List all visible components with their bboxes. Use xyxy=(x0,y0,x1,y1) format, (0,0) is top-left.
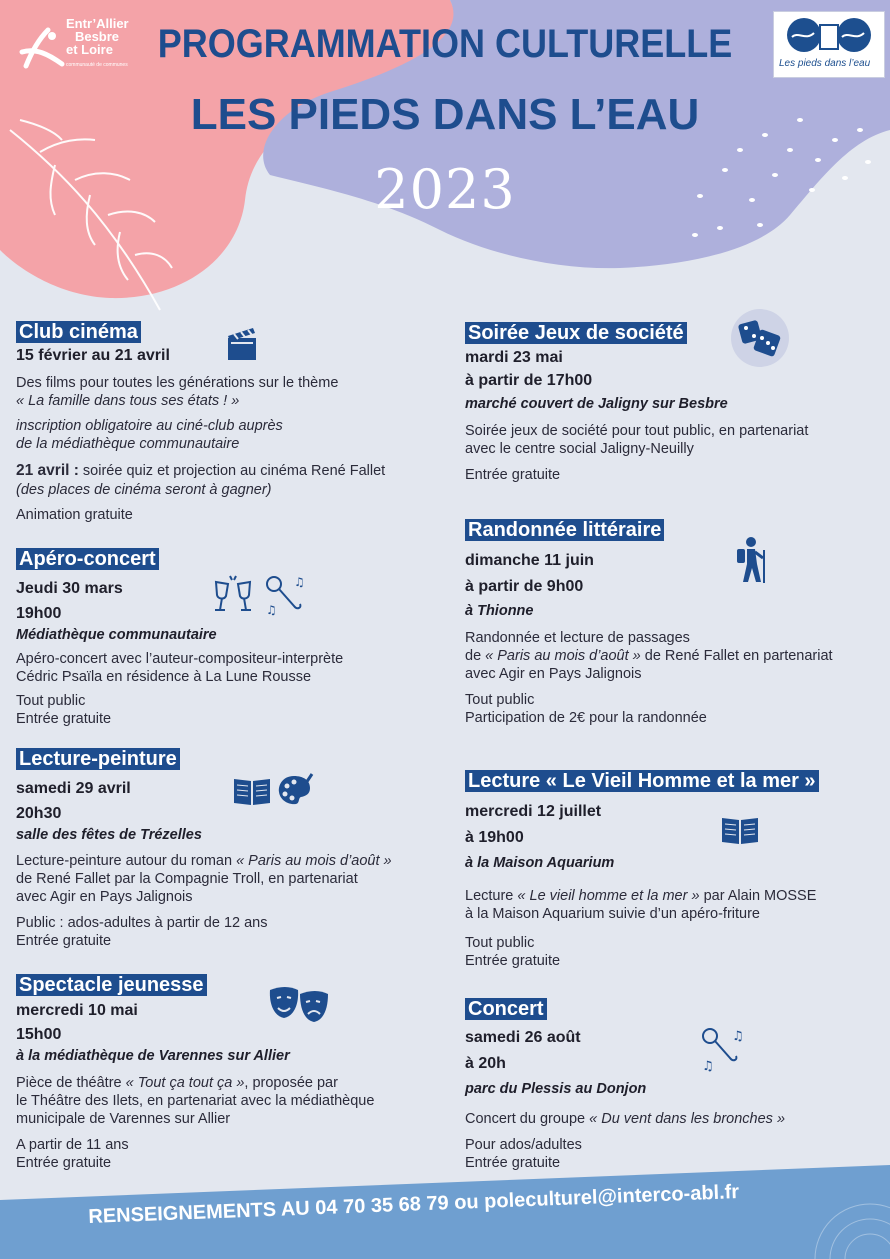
club-cinema-date: 15 février au 21 avril xyxy=(16,347,170,364)
jeux-date: mardi 23 mai xyxy=(465,349,563,366)
club-cinema-desc1: Des films pour toutes les générations sur le thème xyxy=(16,375,339,391)
rando-public: Tout public xyxy=(465,692,535,708)
rando-heading: Randonnée littéraire xyxy=(465,519,664,541)
apero-section xyxy=(16,548,159,570)
concert-place: parc du Plessis au Donjon xyxy=(465,1081,647,1097)
rando-section xyxy=(465,519,664,541)
title-year: 2023 xyxy=(374,158,516,221)
vieil-homme-place: à la Maison Aquarium xyxy=(465,855,615,871)
vh-desc1a: Lecture xyxy=(465,888,518,904)
spectacle-desc3: municipale de Varennes sur Allier xyxy=(16,1111,231,1127)
logo-tagline: communauté de communes xyxy=(66,62,128,68)
spectacle-place: à la médiathèque de Varennes sur Allier xyxy=(16,1048,290,1064)
club-cinema-price: Animation gratuite xyxy=(16,507,133,523)
jeux-section xyxy=(465,322,687,344)
club-cinema-section xyxy=(16,321,141,343)
vh-desc1b: « Le vieil homme et la mer » xyxy=(517,888,700,904)
apero-place: Médiathèque communautaire xyxy=(16,627,217,643)
toast-glasses-icon xyxy=(212,574,254,614)
logo-line3: et Loire xyxy=(66,42,113,57)
book-icon xyxy=(720,814,760,846)
title-pieds-dans-leau: LES PIEDS DANS L’EAU xyxy=(190,90,700,139)
sp-desc1c: , proposée par xyxy=(244,1075,338,1091)
concert-time: à 20h xyxy=(465,1055,506,1072)
rando-date: dimanche 11 juin xyxy=(465,552,594,569)
spectacle-desc2: le Théâtre des Ilets, en partenariat avec la médiathèque xyxy=(16,1093,375,1109)
rando-desc2 xyxy=(465,647,833,665)
jeux-desc2: avec le centre social Jaligny-Neuilly xyxy=(465,441,694,457)
title-programmation: PROGRAMMATION CULTURELLE xyxy=(157,22,733,66)
lecture-peinture-desc2: de René Fallet par la Compagnie Troll, en partenariat xyxy=(16,871,358,887)
lp-desc1b: « Paris au mois d’août » xyxy=(236,853,392,869)
apero-time: 19h00 xyxy=(16,605,62,622)
spectacle-desc1 xyxy=(16,1074,338,1092)
rd-desc2b: « Paris au mois d’août » xyxy=(485,648,641,664)
rando-desc3: avec Agir en Pays Jalignois xyxy=(465,666,642,682)
club-cinema-quiz-note: (des places de cinéma seront à gagner) xyxy=(16,482,272,498)
lp-desc1a: Lecture-peinture autour du roman xyxy=(16,853,237,869)
hiker-icon xyxy=(733,536,769,584)
svg-text:♫: ♫ xyxy=(266,603,277,616)
apero-desc1: Apéro-concert avec l’auteur-compositeur-interprète xyxy=(16,651,344,667)
apero-date: Jeudi 30 mars xyxy=(16,580,123,597)
logo-line1: Entr’Allier xyxy=(66,16,129,31)
vieil-homme-date: mercredi 12 juillet xyxy=(465,803,602,820)
lecture-peinture-heading: Lecture-peinture xyxy=(16,748,180,770)
vieil-homme-time: à 19h00 xyxy=(465,829,524,846)
club-cinema-theme: « La famille dans tous ses états ! » xyxy=(16,393,240,409)
lecture-peinture-time: 20h30 xyxy=(16,805,62,822)
lecture-peinture-public: Public : ados-adultes à partir de 12 ans xyxy=(16,915,268,931)
jeux-price: Entrée gratuite xyxy=(465,467,561,483)
vh-desc1c: par Alain MOSSE xyxy=(699,888,817,904)
concert-public: Pour ados/adultes xyxy=(465,1137,582,1153)
spectacle-heading: Spectacle jeunesse xyxy=(16,974,207,996)
microphone-icon xyxy=(264,574,310,616)
svg-text:♫: ♫ xyxy=(732,1029,744,1044)
vieil-homme-desc2: à la Maison Aquarium suivie d’un apéro-friture xyxy=(465,906,760,922)
palette-icon xyxy=(276,772,314,808)
svg-text:♫: ♫ xyxy=(702,1059,714,1072)
club-cinema-quiz xyxy=(16,462,385,480)
dice-icon xyxy=(730,308,790,368)
apero-price: Entrée gratuite xyxy=(16,711,112,727)
rd-desc2a: de xyxy=(465,648,486,664)
club-cinema-inscription2: de la médiathèque communautaire xyxy=(16,436,240,452)
apero-heading: Apéro-concert xyxy=(16,548,159,570)
apero-desc2: Cédric Psaïla en résidence à La Lune Rousse xyxy=(16,669,312,685)
lecture-peinture-section xyxy=(16,748,180,770)
sp-desc1b: « Tout ça tout ça » xyxy=(125,1075,245,1091)
lecture-peinture-desc3: avec Agir en Pays Jalignois xyxy=(16,889,193,905)
vieil-homme-public: Tout public xyxy=(465,935,535,951)
concert-price: Entrée gratuite xyxy=(465,1155,561,1171)
ct-desc1b: « Du vent dans les bronches » xyxy=(589,1111,786,1127)
concert-heading: Concert xyxy=(465,998,547,1020)
concert-desc1 xyxy=(465,1110,785,1128)
vieil-homme-section xyxy=(465,770,819,792)
rd-desc2c: de René Fallet en partenariat xyxy=(640,648,833,664)
sp-desc1a: Pièce de théâtre xyxy=(16,1075,126,1091)
rando-desc1: Randonnée et lecture de passages xyxy=(465,630,690,646)
rando-place: à Thionne xyxy=(465,603,534,619)
lecture-peinture-place: salle des fêtes de Trézelles xyxy=(16,827,202,843)
microphone-icon xyxy=(700,1026,750,1072)
logo-line2: Besbre xyxy=(74,29,120,44)
jeux-heading: Soirée Jeux de société xyxy=(465,322,687,344)
concert-date: samedi 26 août xyxy=(465,1029,581,1046)
spectacle-price: Entrée gratuite xyxy=(16,1155,112,1171)
spectacle-public: A partir de 11 ans xyxy=(16,1137,129,1153)
quiz-date: 21 avril : xyxy=(16,462,79,479)
logo-right-text: Les pieds dans l’eau xyxy=(779,58,871,69)
concert-section xyxy=(465,998,547,1020)
quiz-text: soirée quiz et projection au cinéma René Fallet xyxy=(78,463,386,479)
book-icon xyxy=(232,775,272,807)
spectacle-time: 15h00 xyxy=(16,1026,62,1043)
jeux-desc1: Soirée jeux de société pour tout public, en partenariat xyxy=(465,423,809,439)
lecture-peinture-desc1 xyxy=(16,852,392,870)
lecture-peinture-price: Entrée gratuite xyxy=(16,933,112,949)
spectacle-date: mercredi 10 mai xyxy=(16,1002,138,1019)
clapperboard-icon xyxy=(225,324,259,362)
theatre-masks-icon xyxy=(268,984,330,1024)
ct-desc1a: Concert du groupe xyxy=(465,1111,590,1127)
lecture-peinture-date: samedi 29 avril xyxy=(16,780,131,797)
contact-banner: RENSEIGNEMENTS AU 04 70 35 68 79 ou poleculturel@interco-abl.fr xyxy=(88,1181,740,1228)
vieil-homme-price: Entrée gratuite xyxy=(465,953,561,969)
club-cinema-inscription1: inscription obligatoire au ciné-club auprès xyxy=(16,418,283,434)
vieil-homme-desc1 xyxy=(465,887,816,905)
apero-public: Tout public xyxy=(16,693,86,709)
spectacle-section xyxy=(16,974,207,996)
jeux-place: marché couvert de Jaligny sur Besbre xyxy=(465,396,728,412)
vieil-homme-heading: Lecture « Le Vieil Homme et la mer » xyxy=(465,770,819,792)
club-cinema-heading: Club cinéma xyxy=(16,321,141,343)
rando-time: à partir de 9h00 xyxy=(465,578,584,595)
rando-price: Participation de 2€ pour la randonnée xyxy=(465,710,707,726)
jeux-time: à partir de 17h00 xyxy=(465,372,593,389)
svg-text:♫: ♫ xyxy=(294,575,305,589)
